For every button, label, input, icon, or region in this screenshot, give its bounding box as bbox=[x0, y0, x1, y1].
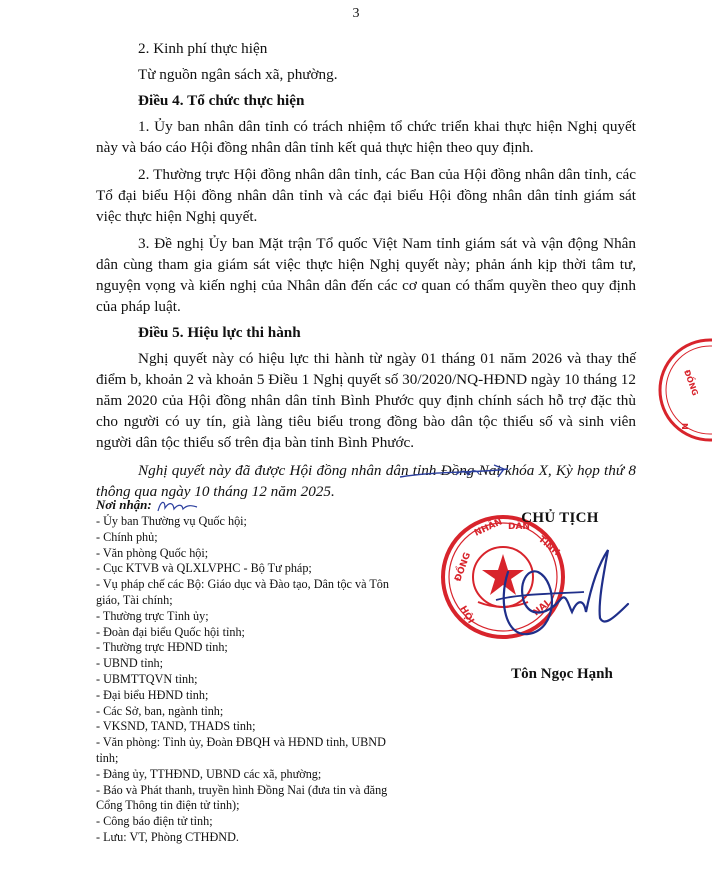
recipients-list bbox=[96, 497, 406, 846]
recipient-item: - Ủy ban Thường vụ Quốc hội; bbox=[96, 514, 247, 529]
svg-text:DÂN: DÂN bbox=[508, 522, 530, 532]
handwritten-signature-icon bbox=[488, 542, 638, 652]
recipient-item: - Lưu: VT, Phòng CTHĐND. bbox=[96, 829, 239, 844]
article-4-clause-2: 2. Thường trực Hội đồng nhân dân tỉnh, các Ban của Hội đồng nhân dân tỉnh, các Tổ đại biểu Hội đồng nhân dân tỉnh và các đại biểu Hội đồng nhân dân tỉnh giám sát việc thực hiện Nghị quyết. bbox=[96, 166, 636, 225]
resolution-body bbox=[96, 38, 636, 502]
recipient-item: - Đại biểu HĐND tỉnh; bbox=[96, 687, 209, 702]
page-number: 3 bbox=[352, 6, 360, 21]
recipients-heading bbox=[96, 497, 406, 514]
signer-title: CHỦ TỊCH bbox=[521, 510, 599, 526]
svg-text:ĐỒNG: ĐỒNG bbox=[453, 551, 474, 584]
signature-title bbox=[470, 510, 650, 527]
pen-underline-mark bbox=[396, 455, 546, 485]
recipient-item: - Báo và Phát thanh, truyền hình Đồng Nai (đưa tin và đăng Cổng Thông tin điện tử tỉnh); bbox=[96, 782, 388, 813]
article-4-clause-1: 1. Ủy ban nhân dân tỉnh có trách nhiệm tổ chức triển khai thực hiện Nghị quyết này và báo cáo Hội đồng nhân dân tỉnh kết quả thực hiện theo quy định. bbox=[96, 118, 636, 156]
recipients-heading-label: Nơi nhận: bbox=[96, 497, 152, 512]
signer-name: Tôn Ngọc Hạnh bbox=[511, 666, 613, 682]
recipient-item: - Thường trực HĐND tỉnh; bbox=[96, 640, 228, 655]
article-4-clause-3: 3. Đề nghị Ủy ban Mặt trận Tổ quốc Việt Nam tỉnh giám sát và vận động Nhân dân cùng tham gia giám sát việc thực hiện Nghị quyết này; phản ánh kịp thời tâm tư, nguyện vọng và kiến nghị của Nhân dân đến các cơ quan có thẩm quyền theo quy định của pháp luật. bbox=[96, 235, 636, 315]
recipient-item: - Văn phòng Quốc hội; bbox=[96, 545, 209, 560]
recipient-item: - Đoàn đại biểu Quốc hội tỉnh; bbox=[96, 624, 245, 639]
recipient-item: - Văn phòng: Tỉnh ủy, Đoàn ĐBQH và HĐND tỉnh, UBND tỉnh; bbox=[96, 735, 386, 765]
article-5-effect: Nghị quyết này có hiệu lực thi hành từ ngày 01 tháng 01 năm 2026 và thay thế điểm b, khoản 2 và khoản 5 Điều 1 Nghị quyết số 30/2020/NQ-HĐND ngày 10 tháng 12 năm 2020 của Hội đồng nhân dân tỉnh Bình Phước quy định chính sách hỗ trợ đặc thù cho người có uy tín, già làng tiêu biểu trong đồng bào dân tộc thiểu số và sinh viên người dân tộc thiểu số trên địa bàn tỉnh Bình Phước. bbox=[96, 350, 636, 451]
svg-text:NHÂN: NHÂN bbox=[473, 517, 505, 539]
recipient-item: - Chính phủ; bbox=[96, 529, 158, 544]
article-4-heading: Điều 4. Tổ chức thực hiện bbox=[138, 92, 305, 109]
recipient-item: - UBMTTQVN tỉnh; bbox=[96, 671, 198, 686]
closing-statement: Nghị quyết này đã được Hội đồng nhân dân tỉnh Đồng Nai khóa X, Kỳ họp thứ 8 thông qua ngày 10 tháng 12 năm 2025. bbox=[96, 462, 636, 500]
svg-text:NAI: NAI bbox=[531, 599, 552, 619]
recipient-item: - Đảng ủy, TTHĐND, UBND các xã, phường; bbox=[96, 766, 322, 781]
svg-text:HỘI: HỘI bbox=[457, 604, 476, 626]
recipient-item: - Công báo điện tử tỉnh; bbox=[96, 814, 213, 829]
edge-seal-icon bbox=[648, 335, 712, 445]
article-5-heading: Điều 5. Hiệu lực thi hành bbox=[138, 324, 301, 341]
recipient-item: - Thường trực Tỉnh ủy; bbox=[96, 608, 209, 623]
recipient-item: - Vụ pháp chế các Bộ: Giáo dục và Đào tạo, Dân tộc và Tôn giáo, Tài chính; bbox=[96, 577, 389, 607]
handwritten-initial-mark bbox=[155, 498, 201, 514]
svg-text:TỈNH: TỈNH bbox=[536, 534, 562, 559]
paragraph-funding-heading: 2. Kinh phí thực hiện bbox=[138, 40, 268, 57]
recipient-item: - Cục KTVB và QLXLVPHC - Bộ Tư pháp; bbox=[96, 561, 312, 576]
svg-text:ĐỒNG: ĐỒNG bbox=[682, 368, 700, 397]
recipient-item: - Các Sở, ban, ngành tỉnh; bbox=[96, 703, 224, 718]
paragraph-funding-source: Từ nguồn ngân sách xã, phường. bbox=[138, 66, 338, 83]
svg-text:N: N bbox=[680, 423, 689, 430]
recipient-item: - UBND tỉnh; bbox=[96, 656, 164, 671]
recipient-item: - VKSND, TAND, THADS tỉnh; bbox=[96, 719, 256, 734]
